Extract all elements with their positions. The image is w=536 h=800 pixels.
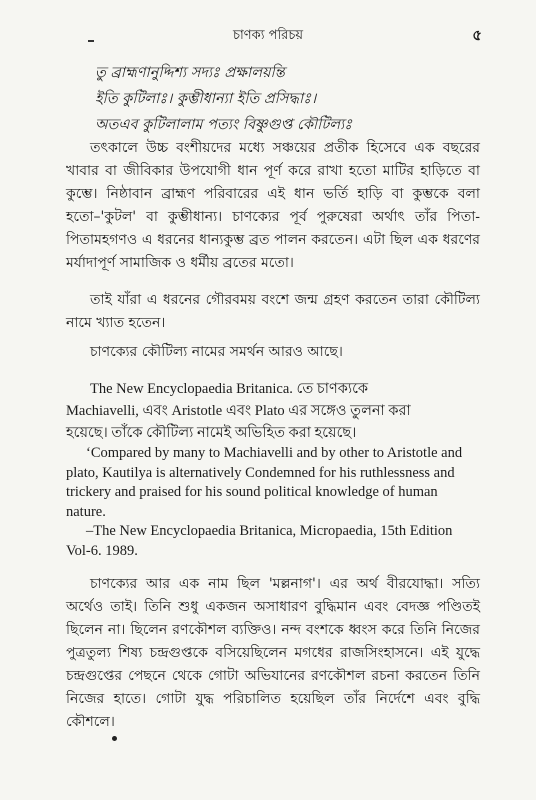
paragraph-4 bbox=[66, 378, 480, 444]
ink-dot bbox=[112, 736, 117, 741]
english-quote: ‘Compared by many to Machiavelli and by other to Aristotle and plato, Kautilya is alternatively Condemned for his ruthlessness and trickery and praised for his sound political knowledge of human nature. bbox=[66, 445, 463, 520]
paragraph-2: তাই যাঁরা এ ধরনের গৌরবময় বংশে জন্ম গ্রহণ করতেন তারা কৌটিল্য নামে খ্যাত হতেন। bbox=[66, 292, 480, 331]
paragraph-3: চাণক্যের কৌটিল্য নামের সমর্থন আরও আছে। bbox=[90, 344, 343, 360]
paragraph-5: চাণক্যের আর এক নাম ছিল 'মল্লনাগ'। এর অর্থ বীরযোদ্ধা। সত্যি অর্থেও তাই। তিনি শুধু একজন অসাধারণ বুদ্ধিমান এবং বেদজ্ঞ পণ্ডিতই ছিলেন না। ছিলেন রণকৌশল ব্যক্তিও। নন্দ বংশকে ধ্বংস করে তিনি নিজের পুত্রতুল্য শিষ্য চন্দ্রগুপ্তকে বসিয়েছিলেন মগধের রাজসিংহাসনে। এই যুদ্ধে চন্দ্রগুপ্তের পেছনে থেকে গোটা অভিযানের রণকৌশল রচনা করতেন তিনি নিজের হাতে। গোটা যুদ্ধ পরিচালিত হয়েছিল তাঁর নির্দেশে এবং বুদ্ধি কৌশলে। bbox=[66, 576, 480, 730]
verse-line-3: অতএব কুটিলালাম পত্যং বিষ্ণুগুপ্ত কৌটিল্যঃ bbox=[95, 117, 352, 133]
dash-mark bbox=[88, 40, 94, 42]
paragraph-4-line-3: হয়েছে। তাঁকে কৌটিল্য নামেই অভিহিত করা হয়েছে। bbox=[66, 425, 357, 441]
verse-line-2: ইতি কুটিলাঃ। কুম্ভীধান্যা ইতি প্রসিদ্ধাঃ। bbox=[95, 91, 317, 107]
paragraph-4-line-1: The New Encyclopaedia Britanica. তে চাণক্যকে bbox=[90, 381, 369, 397]
page-number: ৫ bbox=[472, 26, 482, 44]
running-header bbox=[0, 24, 536, 46]
quote-citation: –The New Encyclopaedia Britanica, Micropaedia, 15th Edition Vol-6. 1989. bbox=[66, 523, 453, 559]
paragraph-1: তৎকালে উচ্চ বংশীয়দের মধ্যে সঞ্চয়ের প্রতীক হিসেবে এক বছরের খাবার বা জীবিকার উপযোগী ধান পূর্ণ করে রাখা হতো মাটির হাড়িতে বা কুম্ভে। নিষ্ঠাবান ব্রাহ্মণ পরিবারের এই ধান ভর্তি হাড়ি বা কুম্ভকে বলা হতো–'কুটল' বা কুম্ভীধান্য। চাণক্যের পূর্ব পুরুষেরা অর্থাৎ তাঁর পিতা-পিতামহগণও এ ধরনের ধান্যকুম্ভ ব্রত পালন করতেন। এটা ছিল এক ধরণের মর্যাদাপূর্ণ সামাজিক ও ধর্মীয় ব্রতের মতো। bbox=[66, 140, 480, 271]
verse-line-1: তু ব্রাহ্মণানুদ্দিশ্য সদ্যঃ প্রক্ষালয়ন্তি bbox=[95, 65, 285, 81]
paragraph-4-line-2: Machiavelli, এবং Aristotle এবং Plato এর সঙ্গেও তুলনা করা bbox=[66, 403, 411, 419]
running-title: চাণক্য পরিচয় bbox=[232, 28, 303, 43]
